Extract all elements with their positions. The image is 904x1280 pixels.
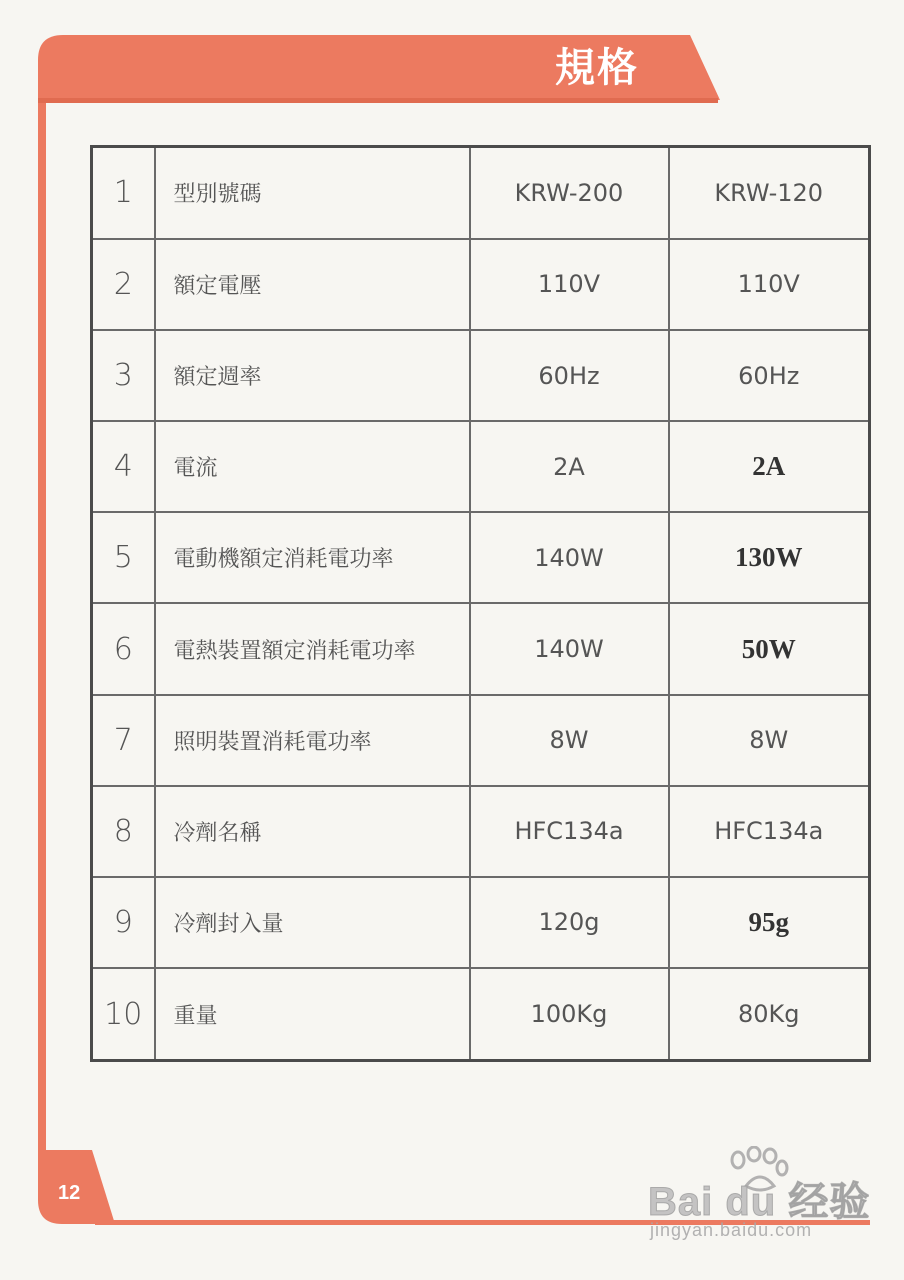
watermark-brand: Bai du 经验	[648, 1180, 871, 1224]
table-row	[92, 695, 870, 786]
table-row	[92, 147, 870, 239]
row-number: 2	[92, 239, 155, 330]
baidu-watermark	[648, 1146, 888, 1256]
krw120-value: HFC134a	[669, 786, 870, 877]
item-label: 電熱裝置額定消耗電功率	[155, 603, 470, 694]
table-row	[92, 968, 870, 1061]
krw200-value: 2A	[470, 421, 669, 512]
item-label: 額定週率	[155, 330, 470, 421]
watermark-url: jingyan.baidu.com	[650, 1220, 813, 1240]
krw200-value: 140W	[470, 512, 669, 603]
item-label: 照明裝置消耗電功率	[155, 695, 470, 786]
row-number: 7	[92, 695, 155, 786]
table-row	[92, 330, 870, 421]
item-label: 電動機額定消耗電功率	[155, 512, 470, 603]
krw200-value: HFC134a	[470, 786, 669, 877]
krw120-value: 8W	[669, 695, 870, 786]
row-number: 4	[92, 421, 155, 512]
krw200-value: 110V	[470, 239, 669, 330]
table-row	[92, 877, 870, 968]
krw200-value: 60Hz	[470, 330, 669, 421]
table-row	[92, 239, 870, 330]
page-title: 規格	[555, 45, 639, 91]
krw120-value: 80Kg	[669, 968, 870, 1061]
row-number: 9	[92, 877, 155, 968]
krw120-value: 2A	[669, 421, 870, 512]
krw120-value: 60Hz	[669, 330, 870, 421]
krw200-value: 140W	[470, 603, 669, 694]
row-number: 10	[92, 968, 155, 1061]
krw200-value: 120g	[470, 877, 669, 968]
item-label: 型別號碼	[155, 147, 470, 239]
krw120-value: 130W	[669, 512, 870, 603]
krw200-value: 8W	[470, 695, 669, 786]
krw200-value: 100Kg	[470, 968, 669, 1061]
item-label: 電流	[155, 421, 470, 512]
header-rule	[38, 98, 718, 103]
row-number: 5	[92, 512, 155, 603]
krw200-value: KRW-200	[470, 147, 669, 239]
row-number: 1	[92, 147, 155, 239]
table-row	[92, 786, 870, 877]
table-row	[92, 512, 870, 603]
row-number: 3	[92, 330, 155, 421]
left-bar	[38, 98, 46, 1158]
item-label: 重量	[155, 968, 470, 1061]
krw120-value: KRW-120	[669, 147, 870, 239]
item-label: 冷劑名稱	[155, 786, 470, 877]
page-number: 12	[58, 1182, 81, 1204]
row-number: 6	[92, 603, 155, 694]
table-row	[92, 603, 870, 694]
row-number: 8	[92, 786, 155, 877]
spec-table	[90, 145, 871, 1062]
item-label: 冷劑封入量	[155, 877, 470, 968]
krw120-value: 50W	[669, 603, 870, 694]
table-row	[92, 421, 870, 512]
krw120-value: 110V	[669, 239, 870, 330]
krw120-value: 95g	[669, 877, 870, 968]
item-label: 額定電壓	[155, 239, 470, 330]
